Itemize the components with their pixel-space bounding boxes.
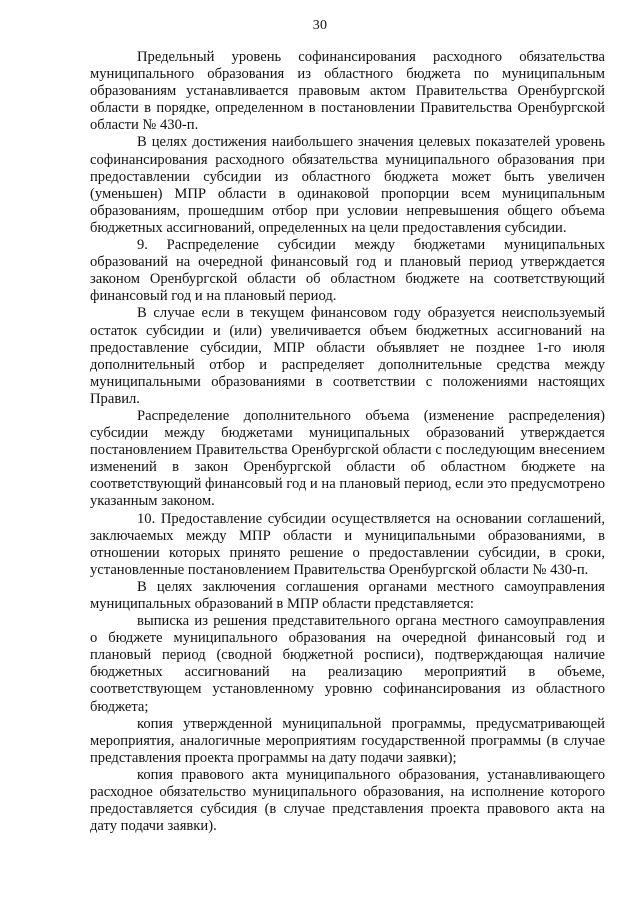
paragraph-program-copy: копия утвержденной муниципальной программы, предусматривающей мероприятия, аналогичные мероприятиям государственной программы (в случае представления проекта программы на дату подачи заявки); bbox=[90, 715, 605, 766]
paragraph-legal-act-copy: копия правового акта муниципального образования, устанавливающего расходное обязательство муниципального образования, на исполнение которого предоставляется субсидия (в случае представления проекта правового акта на дату подачи заявки). bbox=[90, 766, 605, 835]
paragraph-clause-9: 9. Распределение субсидии между бюджетами муниципальных образований на очередной финансовый год и плановый период утверждается законом Оренбургской области об областном бюджете на соответствующий финансовый год и на плановый период. bbox=[90, 237, 605, 305]
paragraph-clause-10: 10. Предоставление субсидии осуществляется на основании соглашений, заключаемых между МПР области и муниципальными образованиями, в отношении которых принято решение о предоставлении субсидии, в сроки, установленные постановлением Правительства Оренбургской области № 430-п. bbox=[90, 510, 605, 578]
page-number: 30 bbox=[312, 18, 328, 33]
paragraph-cofinancing-adjustment: В целях достижения наибольшего значения целевых показателей уровень софинансирования расходного обязательства муниципального образования при предоставлении субсидии из областного бюджета может быть увеличен (уменьшен) МПР области в одинаковой пропорции всем муниципальным образованиям, прошедшим отбор при условии непревышения общего объема бюджетных ассигнований, определенных на цели предоставления субсидии. bbox=[90, 134, 605, 236]
document-body bbox=[90, 49, 605, 835]
paragraph-budget-extract: выписка из решения представительного органа местного самоуправления о бюджете муниципального образования на очередной финансовый год и плановый период (сводной бюджетной росписи), подтверждающая наличие бюджетных ассигнований на реализацию мероприятий в объеме, соответствующем установленному уровню софинансирования из областного бюджета; bbox=[90, 613, 605, 715]
paragraph-documents-intro: В целях заключения соглашения органами местного самоуправления муниципальных образований в МПР области представляется: bbox=[90, 578, 605, 612]
paragraph-additional-selection: В случае если в текущем финансовом году образуется неиспользуемый остаток субсидии и (или) увеличивается объем бюджетных ассигнований на предоставление субсидии, МПР области объявляет не позднее 1-го июля дополнительный отбор и распределяет дополнительные средства между муниципальными образованиями в соответствии с положениями настоящих Правил. bbox=[90, 305, 605, 407]
paragraph-cofinancing-limit: Предельный уровень софинансирования расходного обязательства муниципального образования из областного бюджета по муниципальным образованиям устанавливается правовым актом Правительства Оренбургской области в порядке, определенном в постановлении Правительства Оренбургской области № 430-п. bbox=[90, 49, 605, 134]
paragraph-redistribution: Распределение дополнительного объема (изменение распределения) субсидии между бюджетами муниципальных образований утверждается постановлением Правительства Оренбургской области с последующим внесением изменений в закон Оренбургской области об областном бюджете на соответствующий финансовый год и на плановый период, если это предусмотрено указанным законом. bbox=[90, 407, 605, 510]
